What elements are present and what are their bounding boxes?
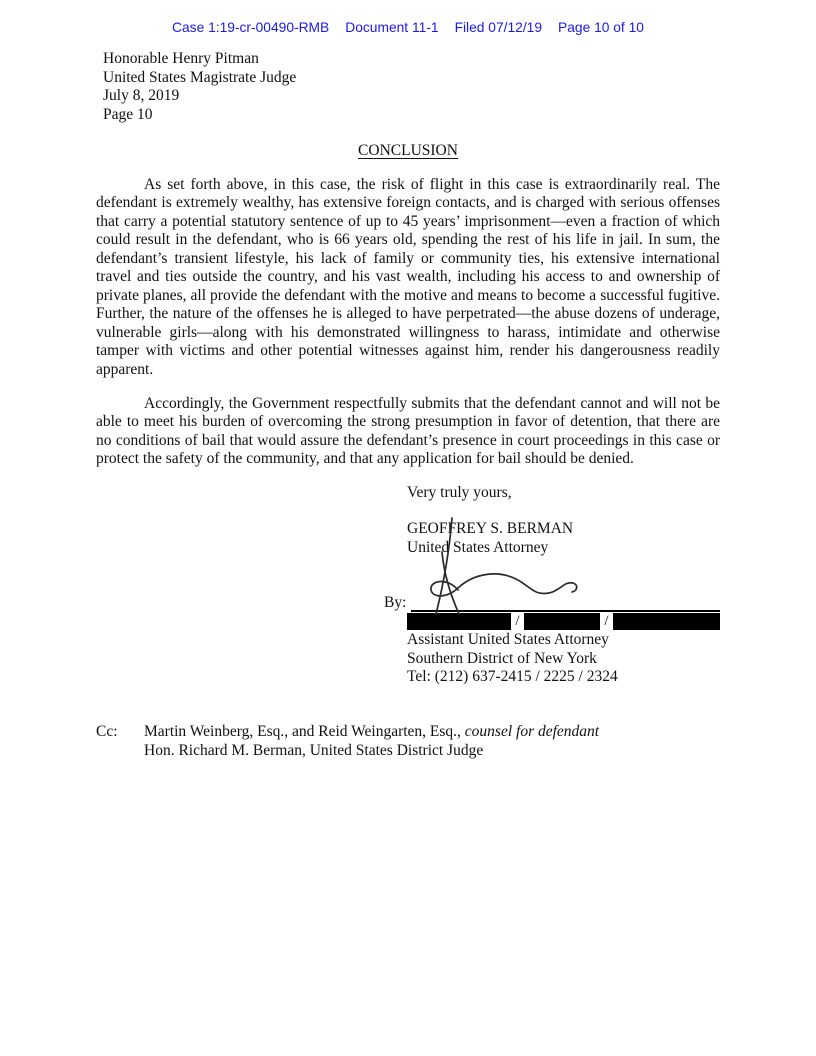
- cc-label: Cc:: [96, 723, 118, 740]
- cc-block: [96, 723, 599, 760]
- cc-line-2: Hon. Richard M. Berman, United States District Judge: [144, 741, 484, 759]
- by-signature-row: [384, 594, 720, 612]
- ecf-stamp-header: [0, 20, 816, 35]
- cc-recipients: [144, 723, 599, 760]
- redaction-bar: [613, 613, 720, 630]
- filed-date: Filed 07/12/19: [454, 20, 543, 35]
- body-paragraph-1: As set forth above, in this case, the risk of flight in this case is extraordinarily real. The defendant is extremely wealthy, has extensive foreign contacts, and is charged with serious offenses that carry a potential statutory sentence of up to 45 years’ imprisonment—even a fraction of which could result in the defendant, who is 66 years old, spending the rest of his life in jail. In sum, the defendant’s transient lifestyle, his lack of family or community ties, his extensive international travel and ties outside the country, and his vast wealth, including his access to and ownership of private planes, all provide the defendant with the motive and means to become a successful fugitive. Further, the nature of the offenses he is alleged to have perpetrated—the abuse dozens of underage, vulnerable girls—along with his demonstrated willingness to harass, intimidate and otherwise tamper with victims and other potential witnesses against him, render his dangerousness readily apparent.: [96, 176, 720, 378]
- case-number: Case 1:19-cr-00490-RMB: [172, 20, 330, 35]
- letter-date: July 8, 2019: [103, 87, 180, 104]
- address-block: [103, 50, 296, 124]
- document-number: Document 11-1: [345, 20, 439, 35]
- letter-page-number: Page 10: [103, 105, 153, 123]
- signatory-title: United States Attorney: [407, 538, 549, 556]
- cc-line-1-names: Martin Weinberg, Esq., and Reid Weingarten, Esq.,: [144, 723, 465, 740]
- redaction-bar: [524, 613, 600, 630]
- redaction-bar: [407, 613, 511, 630]
- redacted-names-row: [407, 613, 720, 630]
- page-number-stamp: Page 10 of 10: [558, 20, 644, 35]
- office-title: Assistant United States Attorney: [407, 631, 609, 648]
- cc-line-1: [144, 723, 599, 742]
- office-district: Southern District of New York: [407, 649, 597, 667]
- section-heading-text: CONCLUSION: [358, 142, 458, 159]
- body-paragraph-2: Accordingly, the Government respectfully submits that the defendant cannot and will not be able to meet his burden of overcoming the strong presumption in favor of detention, that there are no conditions of bail that would assure the defendant’s presence in court proceedings in this case or protect the safety of the community, and that any application for bail should be denied.: [96, 395, 720, 468]
- valediction: Very truly yours,: [407, 484, 512, 501]
- signatory-name: GEOFFREY S. BERMAN: [407, 520, 574, 537]
- addressee-name: Honorable Henry Pitman: [103, 50, 259, 67]
- signatory-block: [407, 520, 573, 557]
- signature-line: [411, 594, 720, 612]
- cc-line-1-role: counsel for defendant: [464, 723, 600, 740]
- office-info-block: [407, 631, 618, 687]
- redaction-separator: /: [515, 613, 520, 629]
- by-label: By:: [384, 594, 407, 611]
- section-heading: [96, 142, 720, 160]
- addressee-title: United States Magistrate Judge: [103, 68, 297, 86]
- redaction-separator: /: [604, 613, 609, 629]
- office-telephone: Tel: (212) 637-2415 / 2225 / 2324: [407, 668, 618, 686]
